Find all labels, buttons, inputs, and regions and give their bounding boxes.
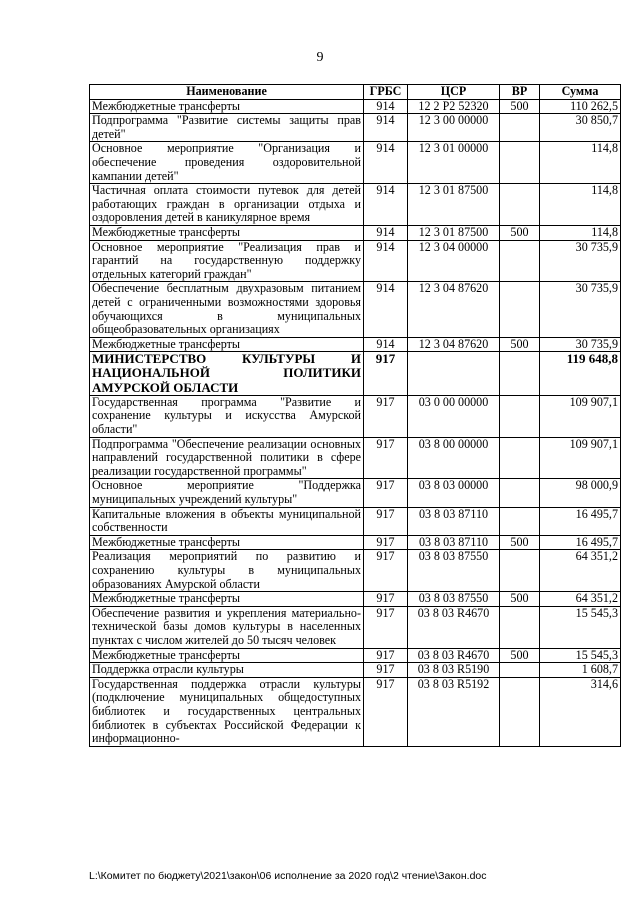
table-row — [90, 550, 621, 592]
cell-sum: 119 648,8 — [540, 352, 621, 396]
cell-name: Основное мероприятие "Реализация прав и гарантий на государственную поддержку отдельных категорий граждан" — [90, 240, 364, 282]
cell-vr — [500, 240, 540, 282]
cell-grbs: 914 — [364, 142, 408, 184]
cell-grbs: 917 — [364, 535, 408, 550]
cell-csr: 03 8 03 R5190 — [408, 663, 500, 678]
cell-grbs: 917 — [364, 395, 408, 437]
cell-vr — [500, 479, 540, 507]
cell-name: Межбюджетные трансферты — [90, 337, 364, 352]
cell-csr: 12 3 04 87620 — [408, 337, 500, 352]
cell-vr — [500, 395, 540, 437]
cell-grbs: 914 — [364, 99, 408, 114]
cell-sum: 110 262,5 — [540, 99, 621, 114]
cell-grbs: 917 — [364, 479, 408, 507]
cell-csr: 03 8 03 87110 — [408, 535, 500, 550]
cell-grbs: 914 — [364, 337, 408, 352]
cell-sum: 15 545,3 — [540, 606, 621, 648]
table-row — [90, 677, 621, 746]
table-row — [90, 592, 621, 607]
cell-csr: 12 3 04 87620 — [408, 282, 500, 337]
header-csr: ЦСР — [408, 85, 500, 100]
cell-sum: 30 735,9 — [540, 337, 621, 352]
cell-csr: 12 3 04 00000 — [408, 240, 500, 282]
cell-vr: 500 — [500, 225, 540, 240]
cell-vr — [500, 507, 540, 535]
cell-grbs: 914 — [364, 225, 408, 240]
cell-vr — [500, 352, 540, 396]
cell-grbs: 917 — [364, 592, 408, 607]
cell-grbs: 914 — [364, 184, 408, 226]
cell-csr: 03 8 03 87550 — [408, 550, 500, 592]
cell-csr: 03 8 00 00000 — [408, 437, 500, 479]
cell-sum: 114,8 — [540, 225, 621, 240]
cell-sum: 30 735,9 — [540, 282, 621, 337]
cell-vr — [500, 114, 540, 142]
cell-csr: 03 8 03 R4670 — [408, 648, 500, 663]
cell-name: Частичная оплата стоимости путевок для детей работающих граждан в организации отдыха и оздоровления детей в каникулярное время — [90, 184, 364, 226]
cell-sum: 16 495,7 — [540, 535, 621, 550]
page-number: 9 — [316, 50, 324, 65]
cell-vr — [500, 606, 540, 648]
table-row — [90, 479, 621, 507]
cell-csr — [408, 352, 500, 396]
cell-sum: 30 850,7 — [540, 114, 621, 142]
cell-sum: 1 608,7 — [540, 663, 621, 678]
cell-grbs: 917 — [364, 352, 408, 396]
cell-vr — [500, 677, 540, 746]
table-header-row — [90, 85, 621, 100]
cell-vr: 500 — [500, 535, 540, 550]
cell-sum: 64 351,2 — [540, 592, 621, 607]
table-row — [90, 395, 621, 437]
cell-sum: 114,8 — [540, 184, 621, 226]
cell-sum: 109 907,1 — [540, 437, 621, 479]
table-body — [90, 99, 621, 746]
cell-sum: 15 545,3 — [540, 648, 621, 663]
cell-name: Межбюджетные трансферты — [90, 592, 364, 607]
cell-csr: 03 8 03 R4670 — [408, 606, 500, 648]
cell-grbs: 917 — [364, 677, 408, 746]
table-row — [90, 352, 621, 396]
table-row — [90, 663, 621, 678]
cell-csr: 03 0 00 00000 — [408, 395, 500, 437]
cell-name: Обеспечение развития и укрепления материально-технической базы домов культуры в населенных пунктах с числом жителей до 50 тысяч человек — [90, 606, 364, 648]
cell-grbs: 917 — [364, 507, 408, 535]
footer-file-path: L:\Комитет по бюджету\2021\закон\06 исполнение за 2020 год\2 чтение\Закон.doc — [89, 870, 487, 882]
table-row — [90, 606, 621, 648]
table-row — [90, 648, 621, 663]
cell-csr: 12 3 01 87500 — [408, 225, 500, 240]
cell-sum: 109 907,1 — [540, 395, 621, 437]
cell-vr — [500, 663, 540, 678]
cell-name: Межбюджетные трансферты — [90, 535, 364, 550]
cell-sum: 314,6 — [540, 677, 621, 746]
cell-csr: 12 2 P2 52320 — [408, 99, 500, 114]
cell-name: Подпрограмма "Развитие системы защиты прав детей" — [90, 114, 364, 142]
cell-vr: 500 — [500, 99, 540, 114]
cell-name: Поддержка отрасли культуры — [90, 663, 364, 678]
cell-csr: 03 8 03 R5192 — [408, 677, 500, 746]
cell-name: Межбюджетные трансферты — [90, 648, 364, 663]
cell-csr: 03 8 03 00000 — [408, 479, 500, 507]
cell-name: Реализация мероприятий по развитию и сохранению культуры в муниципальных образованиях Амурской области — [90, 550, 364, 592]
cell-name: Государственная поддержка отрасли культуры (подключение муниципальных общедоступных библиотек и государственных центральных библиотек в субъектах Российской Федерации к информационно- — [90, 677, 364, 746]
cell-grbs: 917 — [364, 648, 408, 663]
cell-vr: 500 — [500, 648, 540, 663]
cell-grbs: 914 — [364, 240, 408, 282]
table-row — [90, 114, 621, 142]
header-name: Наименование — [90, 85, 364, 100]
cell-vr — [500, 437, 540, 479]
cell-name: Межбюджетные трансферты — [90, 225, 364, 240]
header-vr: ВР — [500, 85, 540, 100]
table-row — [90, 535, 621, 550]
cell-vr — [500, 550, 540, 592]
cell-name: Межбюджетные трансферты — [90, 99, 364, 114]
cell-sum: 16 495,7 — [540, 507, 621, 535]
cell-sum: 64 351,2 — [540, 550, 621, 592]
cell-name: Основное мероприятие "Поддержка муниципальных учреждений культуры" — [90, 479, 364, 507]
table-row — [90, 225, 621, 240]
cell-csr: 12 3 00 00000 — [408, 114, 500, 142]
cell-vr — [500, 184, 540, 226]
cell-csr: 03 8 03 87110 — [408, 507, 500, 535]
cell-csr: 03 8 03 87550 — [408, 592, 500, 607]
cell-name: Обеспечение бесплатным двухразовым питанием детей с ограниченными возможностями здоровья обучающихся в муниципальных общеобразовательных организациях — [90, 282, 364, 337]
cell-sum: 30 735,9 — [540, 240, 621, 282]
cell-name: Основное мероприятие "Организация и обеспечение проведения оздоровительной кампании детей" — [90, 142, 364, 184]
budget-table — [89, 84, 621, 747]
cell-sum: 98 000,9 — [540, 479, 621, 507]
cell-vr: 500 — [500, 592, 540, 607]
cell-grbs: 917 — [364, 550, 408, 592]
cell-name: МИНИСТЕРСТВО КУЛЬТУРЫ И НАЦИОНАЛЬНОЙ ПОЛИТИКИ АМУРСКОЙ ОБЛАСТИ — [90, 352, 364, 396]
table-row — [90, 282, 621, 337]
cell-vr — [500, 142, 540, 184]
table-row — [90, 142, 621, 184]
header-grbs: ГРБС — [364, 85, 408, 100]
cell-name: Государственная программа "Развитие и сохранение культуры и искусства Амурской области" — [90, 395, 364, 437]
cell-grbs: 917 — [364, 663, 408, 678]
table-row — [90, 240, 621, 282]
cell-vr: 500 — [500, 337, 540, 352]
cell-grbs: 917 — [364, 606, 408, 648]
header-sum: Сумма — [540, 85, 621, 100]
table-row — [90, 99, 621, 114]
cell-name: Подпрограмма "Обеспечение реализации основных направлений государственной политики в сфере реализации государственной программы" — [90, 437, 364, 479]
cell-sum: 114,8 — [540, 142, 621, 184]
table-row — [90, 337, 621, 352]
cell-grbs: 917 — [364, 437, 408, 479]
cell-grbs: 914 — [364, 282, 408, 337]
table-row — [90, 184, 621, 226]
table-row — [90, 507, 621, 535]
cell-name: Капитальные вложения в объекты муниципальной собственности — [90, 507, 364, 535]
cell-grbs: 914 — [364, 114, 408, 142]
cell-csr: 12 3 01 00000 — [408, 142, 500, 184]
cell-csr: 12 3 01 87500 — [408, 184, 500, 226]
cell-vr — [500, 282, 540, 337]
table-row — [90, 437, 621, 479]
